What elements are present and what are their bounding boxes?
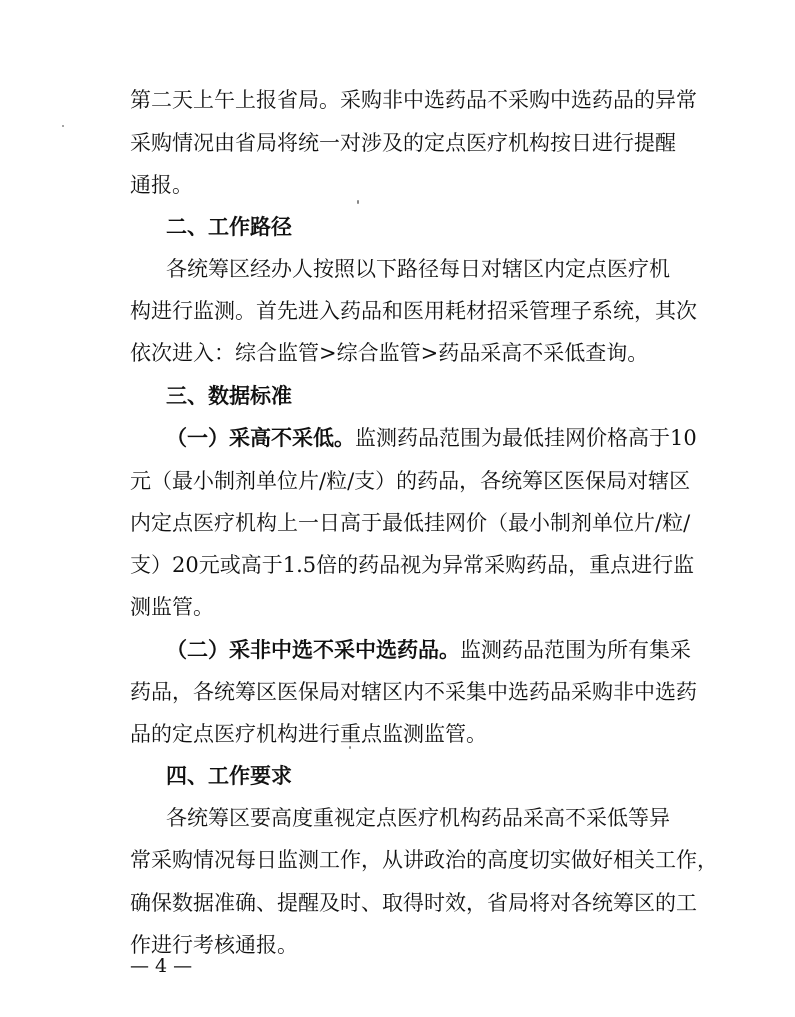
- item-first-line: [166, 424, 697, 452]
- paragraph-line: 药品，各统筹区医保局对辖区内不采集中选药品采购非中选药: [130, 680, 697, 704]
- paragraph-line: 第二天上午上报省局。采购非中选药品不采购中选药品的异常: [130, 88, 697, 112]
- paragraph-line: 作进行考核通报。: [130, 933, 298, 957]
- paragraph-line: 常采购情况每日监测工作，从讲政治的高度切实做好相关工作，: [130, 848, 718, 872]
- item-line-rest: 监测药品范围为所有集采: [460, 638, 691, 662]
- paragraph-line: 元（最小制剂单位片/粒/支）的药品，各统筹区医保局对辖区: [130, 469, 691, 493]
- paragraph-line: 各统筹区经办人按照以下路径每日对辖区内定点医疗机: [166, 257, 670, 281]
- paragraph-line: 内定点医疗机构上一日高于最低挂网价（最小制剂单位片/粒/: [130, 511, 691, 535]
- item-lead-high-price: （一）采高不采低。: [166, 426, 355, 450]
- paragraph-line: 支）20元或高于1.5倍的药品视为异常采购药品，重点进行监: [130, 553, 695, 577]
- section-heading-work-path: 二、工作路径: [166, 215, 292, 239]
- paragraph-line: 采购情况由省局将统一对涉及的定点医疗机构按日进行提醒: [130, 131, 676, 155]
- paragraph-line: 品的定点医疗机构进行重点监测监管。: [130, 722, 487, 746]
- page-number: — 4 —: [130, 955, 193, 977]
- paragraph-line: 测监管。: [130, 595, 214, 619]
- item-line-rest: 监测药品范围为最低挂网价格高于10: [355, 426, 697, 450]
- section-heading-work-requirements: 四、工作要求: [166, 764, 292, 788]
- scan-speck: [349, 746, 351, 749]
- paragraph-line: 依次进入：综合监管>综合监管>药品采高不采低查询。: [130, 341, 649, 365]
- scan-speck: [357, 200, 359, 204]
- paragraph-line: 构进行监测。首先进入药品和医用耗材招采管理子系统，其次: [130, 299, 697, 323]
- paragraph-line: 确保数据准确、提醒及时、取得时效，省局将对各统筹区的工: [130, 891, 697, 915]
- item-first-line: [166, 636, 691, 664]
- paragraph-line: 各统筹区要高度重视定点医疗机构药品采高不采低等异: [166, 806, 670, 830]
- item-lead-non-selected: （二）采非中选不采中选药品。: [166, 638, 460, 662]
- scan-speck: [62, 125, 64, 127]
- paragraph-line: 通报。: [130, 173, 193, 197]
- section-heading-data-standard: 三、数据标准: [166, 384, 292, 408]
